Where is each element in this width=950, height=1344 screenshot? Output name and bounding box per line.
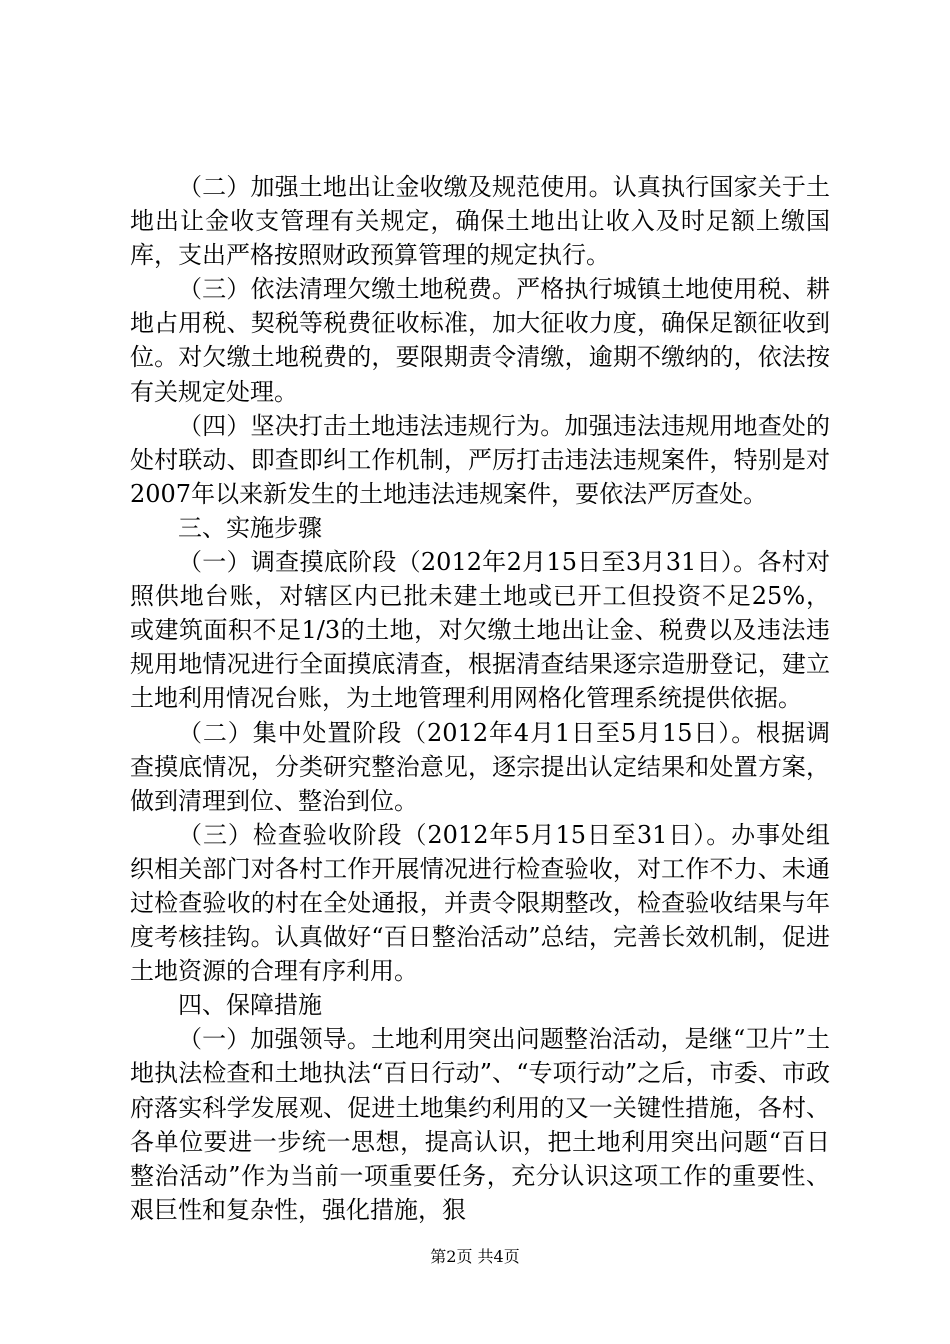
paragraph-survey-stage: （一）调查摸底阶段（2012年2月15日至3月31日）。各村对照供地台账，对辖区内已批未建土地或已开工但投资不足25%，或建筑面积不足1/3的土地，对欠缴土地出让金、税费以及违法违规用地情况进行全面摸底清查，根据清查结果逐宗造册登记，建立土地利用情况台账，为土地管理利用网格化管理系统提供依据。 [130,548,830,713]
document-body [130,170,830,1227]
paragraph-land-transfer-fee: （二）加强土地出让金收缴及规范使用。认真执行国家关于土地出让金收支管理有关规定，确保土地出让收入及时足额上缴国库，支出严格按照财政预算管理的规定执行。 [130,173,830,270]
paragraph-land-tax-arrears: （三）依法清理欠缴土地税费。严格执行城镇土地使用税、耕地占用税、契税等税费征收标准，加大征收力度，确保足额征收到位。对欠缴土地税费的，要限期责令清缴，逾期不缴纳的，依法按有关规定处理。 [130,275,830,406]
paragraph-disposal-stage: （二）集中处置阶段（2012年4月1日至5月15日）。根据调查摸底情况，分类研究整治意见，逐宗提出认定结果和处置方案，做到清理到位、整治到位。 [130,718,830,815]
section-heading-safeguards: 四、保障措施 [178,991,322,1020]
paragraph-inspection-stage: （三）检查验收阶段（2012年5月15日至31日）。办事处组织相关部门对各村工作开展情况进行检查验收，对工作不力、未通过检查验收的村在全处通报，并责令限期整改，检查验收结果与年度考核挂钩。认真做好“百日整治活动”总结，完善长效机制，促进土地资源的合理有序利用。 [130,820,830,986]
paragraph-illegal-land-use: （四）坚决打击土地违法违规行为。加强违法违规用地查处的处村联动、即查即纠工作机制，严厉打击违法违规案件，特别是对2007年以来新发生的土地违法违规案件，要依法严厉查处。 [130,411,830,508]
page-footer: 第2页 共4页 [430,1247,520,1266]
section-heading-implementation-steps: 三、实施步骤 [178,513,322,542]
paragraph-leadership: （一）加强领导。土地利用突出问题整治活动，是继“卫片”土地执法检查和土地执法“百日行动”、“专项行动”之后，市委、市政府落实科学发展观、促进土地集约利用的又一关键性措施，各村、各单位要进一步统一思想，提高认识，把土地利用突出问题“百日整治活动”作为当前一项重要任务，充分认识这项工作的重要性、艰巨性和复杂性，强化措施，狠 [130,1025,830,1224]
